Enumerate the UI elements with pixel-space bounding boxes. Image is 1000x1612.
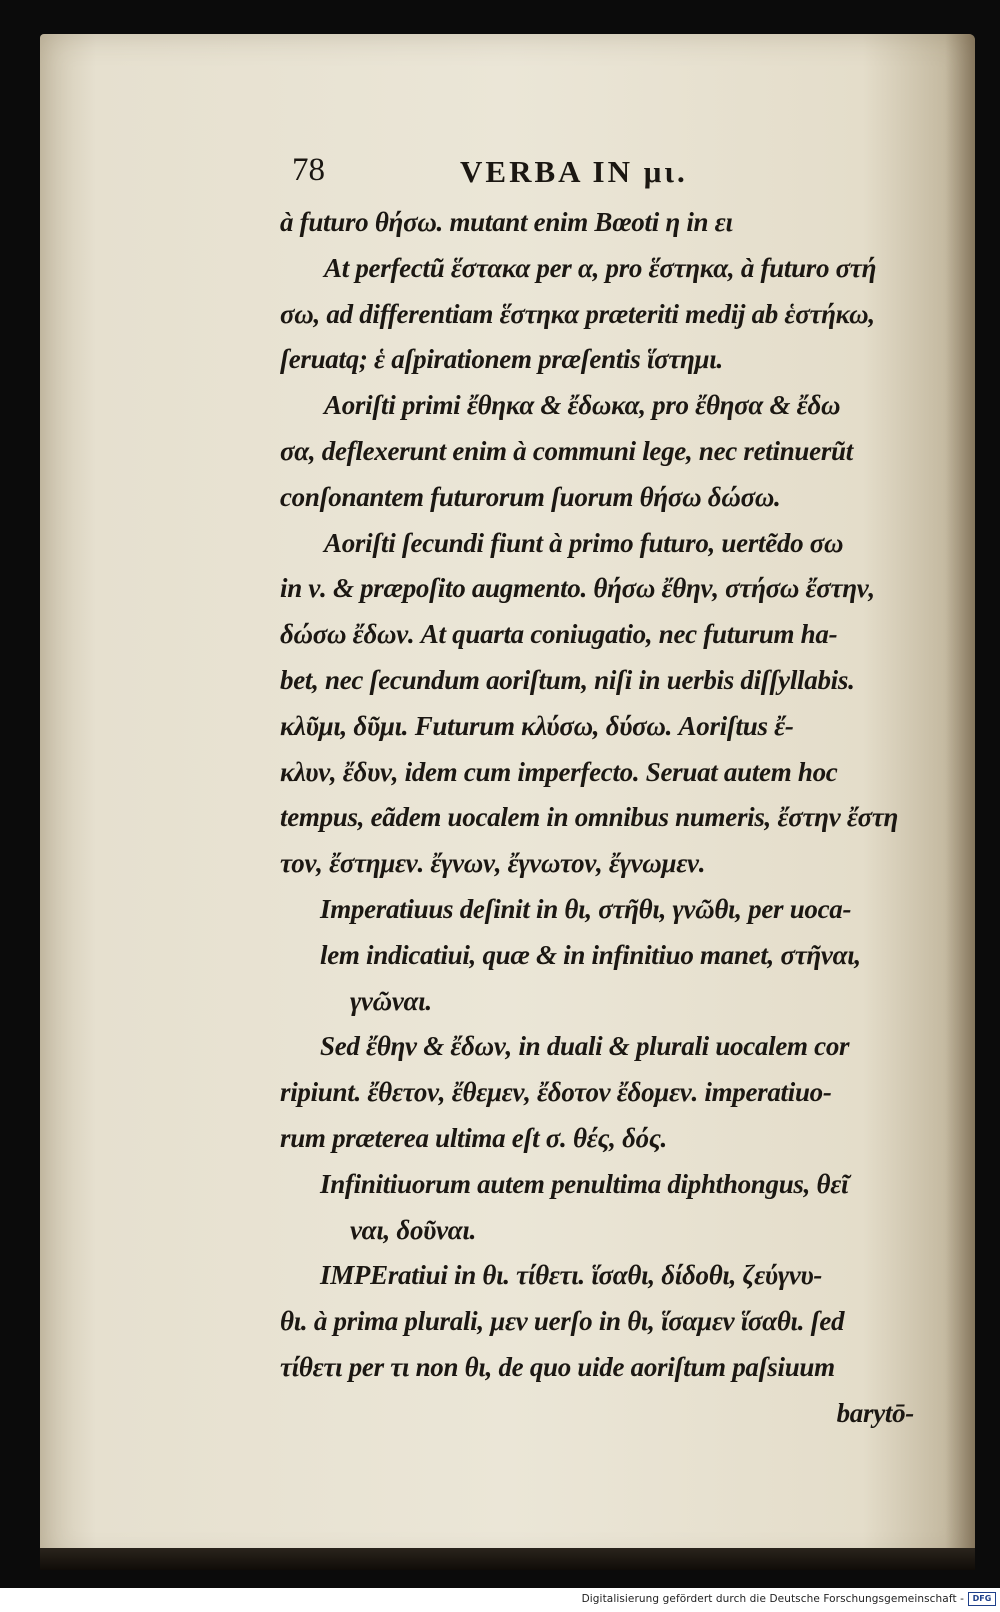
page-bottom-edge (40, 1548, 975, 1570)
text-line: τον, ἔστημεν. ἔγνων, ἔγνωτον, ἔγνωμεν. (280, 848, 706, 879)
text-line: Imperatiuus deſinit in θι, στῆθι, γνῶθι, per uoca- (320, 893, 852, 924)
dfg-logo: DFG (968, 1592, 996, 1606)
text-line: κλυν, ἔδυν, idem cum imperfecto. Seruat autem hoc (280, 756, 838, 787)
text-line: ſeruatq; ἑ aſpirationem præſentis ἵστημι. (280, 344, 723, 375)
digitization-footer (0, 1588, 1000, 1612)
text-line: δώσω ἔδων. At quarta coniugatio, nec futurum ha- (280, 619, 838, 650)
text-line: lem indicatiui, quæ & in infinitiuo manet, στῆναι, (320, 939, 861, 970)
text-line: ναι, δοῦναι. (350, 1214, 477, 1245)
text-line: κλῦμι, δῦμι. Futurum κλύσω, δύσω. Aoriſtus ἔ- (280, 710, 794, 741)
text-line: tempus, eãdem uocalem in omnibus numeris, ἔστην ἔστη (280, 802, 899, 833)
text-line: conſonantem futurorum ſuorum θήσω δώσω. (280, 481, 781, 512)
text-line: σα, deflexerunt enim à communi lege, nec retinuerũt (280, 435, 853, 466)
text-line: rum præterea ultima eſt σ. θές, δός. (280, 1122, 668, 1153)
page-header (280, 152, 840, 204)
text-line: At perfectũ ἕστακα per α, pro ἕστηκα, à futuro στή (324, 252, 877, 283)
text-line: in ν. & præpoſito augmento. θήσω ἔθην, στήσω ἔστην, (280, 573, 875, 604)
text-line: τίθετι per τι non θι, de quo uide aoriſtum paſsiuum (280, 1351, 835, 1382)
text-line: γνῶναι. (350, 985, 432, 1016)
text-line: ripiunt. ἔθετον, ἔθεμεν, ἔδοτον ἔδομεν. imperatiuo- (280, 1077, 832, 1108)
text-line: Infinitiuorum autem penultima diphthongus, θεῖ (320, 1168, 849, 1199)
text-line: θι. à prima plurali, μεν uerſo in θι, ἵσαμεν ἵσαθι. ſed (280, 1306, 845, 1337)
text-line: Sed ἔθην & ἔδων, in duali & plurali uocalem cor (320, 1031, 850, 1062)
text-line: Aoriſti primi ἔθηκα & ἔδωκα, pro ἔθησα & ἔδω (324, 390, 841, 421)
page-number: 78 (292, 152, 325, 188)
text-line: IMPEratiui in θι. τίθετι. ἵσαθι, δίδοθι, ζεύγνυ- (320, 1260, 823, 1291)
page-body-text (280, 200, 920, 1437)
text-line: bet, nec ſecundum aoriſtum, niſi in uerbis diſſyllabis. (280, 664, 855, 695)
footer-credit: Digitalisierung gefördert durch die Deutsche Forschungsgemeinschaft - (581, 1593, 964, 1605)
catchword: barytō- (836, 1397, 914, 1428)
running-title: VERBA IN μι. (460, 154, 688, 189)
text-line: σω, ad differentiam ἕστηκα præteriti medij ab ἑστήκω, (280, 298, 875, 329)
text-line: à futuro θήσω. mutant enim Bœoti η in ει (280, 207, 733, 237)
text-line: Aoriſti ſecundi fiunt à primo futuro, uertẽdo σω (324, 527, 844, 558)
